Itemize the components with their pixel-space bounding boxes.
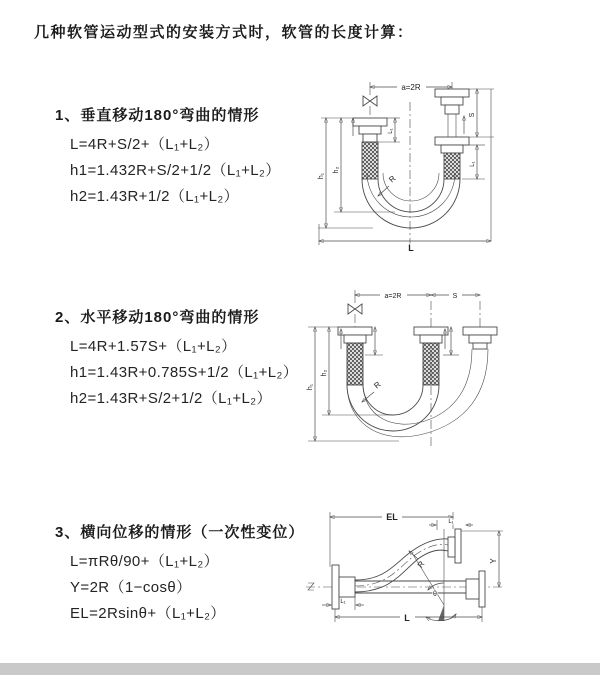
stroke-label: S xyxy=(452,293,458,300)
original-end-flange xyxy=(466,571,485,607)
formula-L: L=4R+S/2+（L₁+L₂） xyxy=(70,136,220,153)
fixed-end-fitting xyxy=(338,327,372,385)
dimension-l1-right xyxy=(462,145,485,179)
section-2-heading: 2、水平移动180°弯曲的情形 xyxy=(55,309,260,326)
dimension-l1-left xyxy=(322,597,364,610)
formula-L: L=4R+1.57S+（L₁+L₂） xyxy=(70,338,237,355)
section-3-heading: 3、横向位移的情形（一次性变位） xyxy=(55,524,305,541)
formula-h2: h2=1.43R+1/2（L₁+L₂） xyxy=(70,188,240,205)
length-label: L xyxy=(408,243,414,253)
dimension-el xyxy=(330,509,453,570)
moving-end-fitting-pos2 xyxy=(463,327,497,349)
hose-displaced-position xyxy=(355,539,448,592)
section-vertical-travel xyxy=(48,104,348,210)
fixed-end-fitting xyxy=(353,118,387,179)
hose-u-bend xyxy=(362,173,460,228)
formula-L: L=πRθ/90+（L₁+L₂） xyxy=(70,553,219,570)
radius-label: R xyxy=(415,559,427,570)
diagram-vertical-travel-180-bend xyxy=(315,74,600,258)
l1-right-label: L₁ xyxy=(470,161,476,167)
stroke-label: S xyxy=(469,112,476,118)
el-label: EL xyxy=(386,512,398,522)
theta-label: θ xyxy=(433,591,437,598)
braided-hose-section xyxy=(347,343,363,385)
valve-icon xyxy=(348,304,362,327)
radius-leader xyxy=(409,551,426,570)
formula-Y: Y=2R（1−cosθ） xyxy=(70,579,192,596)
radius-label: R xyxy=(372,379,383,391)
diagram-horizontal-travel-180-bend xyxy=(303,283,595,457)
braided-hose-section xyxy=(444,153,460,179)
page-edge-shadow xyxy=(0,663,600,675)
formula-h1: h1=1.43R+0.785S+1/2（L₁+L₂） xyxy=(70,364,299,381)
braided-hose-section xyxy=(362,142,378,179)
l1-left-label: L₁ xyxy=(340,599,346,605)
section-1-heading: 1、垂直移动180°弯曲的情形 xyxy=(55,107,260,124)
h1-label: h₁ xyxy=(307,383,314,391)
span-label: a=2R xyxy=(401,83,421,92)
formula-EL: EL=2Rsinθ+（L₁+L₂） xyxy=(70,605,226,622)
l1-label: L₁ xyxy=(388,128,394,134)
h1-label: h₁ xyxy=(318,172,325,180)
diagram-lateral-displacement xyxy=(298,501,523,657)
dimension-l1-top xyxy=(429,519,473,530)
formula-h2: h2=1.43R+S/2+1/2（L₁+L₂） xyxy=(70,390,272,407)
h2-label: h₂ xyxy=(321,369,328,377)
y-label: Y xyxy=(489,558,498,564)
span-label: a=2R xyxy=(384,293,402,300)
dimension-length xyxy=(335,607,482,623)
hose-u-bend xyxy=(347,349,488,437)
l1-top-label: L₁ xyxy=(448,519,454,525)
dimension-stroke xyxy=(469,89,494,137)
page-title: 几种软管运动型式的安装方式时，软管的长度计算： xyxy=(34,24,414,41)
moving-end-fitting-pos1 xyxy=(414,327,448,385)
centerline-break-mark xyxy=(308,583,314,590)
dimension-length xyxy=(319,224,491,253)
length-label: L xyxy=(404,613,410,623)
valve-icon xyxy=(363,96,377,118)
displaced-end-flange xyxy=(448,529,461,563)
dimension-stroke xyxy=(431,289,480,300)
braided-hose-section xyxy=(423,343,439,385)
h2-label: h₂ xyxy=(333,166,340,174)
formula-h1: h1=1.432R+S/2+1/2（L₁+L₂） xyxy=(70,162,281,179)
radius-label: R xyxy=(387,173,398,185)
dimension-span xyxy=(355,289,431,303)
